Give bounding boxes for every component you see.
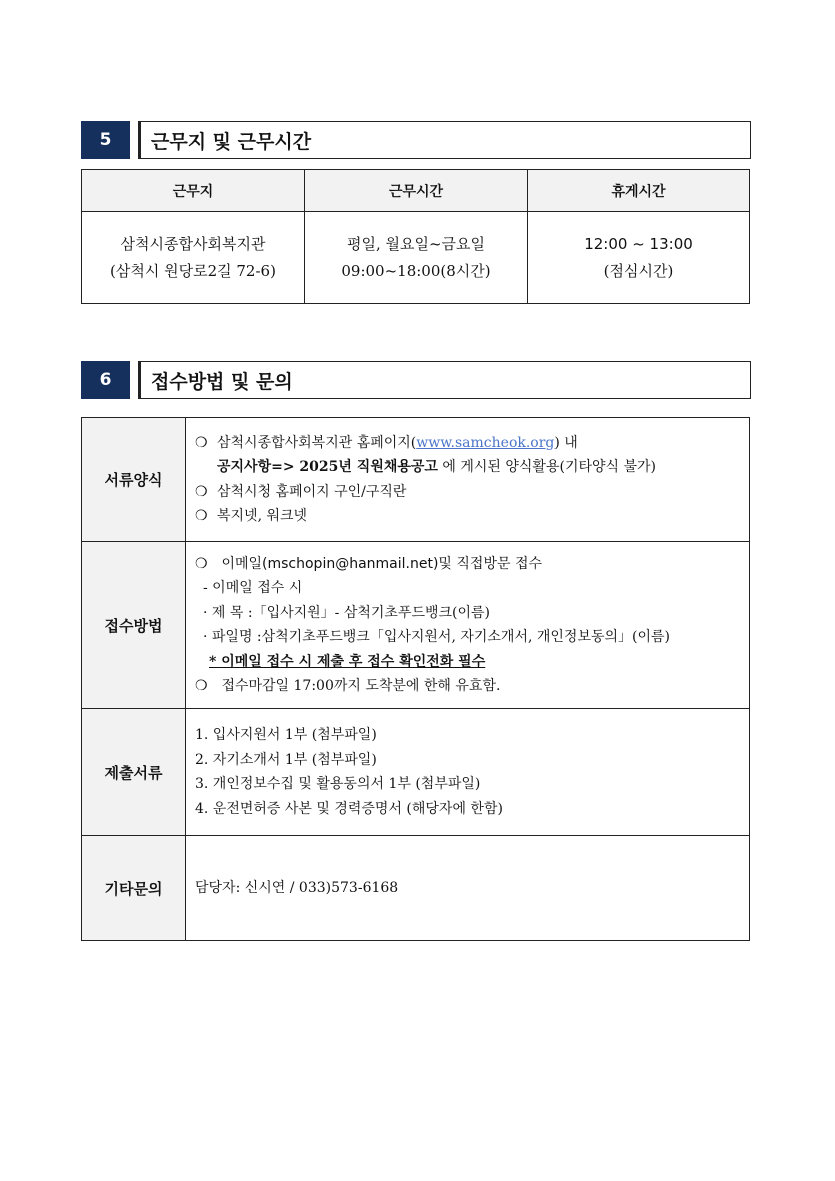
hours-time: 09:00~18:00(8시간) [341,261,491,280]
list-item: 4. 운전면허증 사본 및 경력증명서 (해당자에 한함) [195,800,503,817]
section-title: 접수방법 및 문의 [138,361,751,399]
list-item: 3. 개인정보수집 및 활용동의서 1부 (첨부파일) [195,776,481,792]
forms-row [82,418,750,542]
contact-content [186,836,750,941]
circle-bullet-icon: ❍ [195,555,208,572]
list-item: 2. 자기소개서 1부 (첨부파일) [195,751,377,768]
circle-bullet-icon: ❍ [195,678,208,694]
circle-bullet-icon: ❍ [195,434,208,451]
contact-label: 기타문의 [82,836,186,941]
location-cell [82,212,305,304]
break-time: 12:00 ~ 13:00 [584,234,693,253]
contact-row [82,836,750,941]
header-hours: 근무시간 [305,170,528,212]
header-location: 근무지 [82,170,305,212]
section-number: 5 [81,121,130,159]
method-label: 접수방법 [82,542,186,709]
docs-row [82,709,750,836]
break-note: (점심시간) [603,261,674,280]
forms-content: ❍ 삼척시종합사회복지관 홈페이지(www.samcheok.org) 내 공지사항=> 2025년 직원채용공고 에 게시된 양식활용(기타양식 불가) ❍ 삼척시청 홈페이지 구인/구직란 ❍ 복지넷, 워크넷 [186,418,750,542]
docs-content [186,709,750,836]
work-location-table [81,169,750,304]
email-notice: * 이메일 접수 시 제출 후 접수 확인전화 필수 [209,653,486,670]
circle-bullet-icon: ❍ [195,508,208,524]
header-break: 휴게시간 [528,170,750,212]
section-5-header [81,121,751,159]
homepage-link[interactable]: www.samcheok.org [416,434,555,451]
section-number: 6 [81,361,130,399]
application-table [81,417,750,941]
hours-cell [305,212,528,304]
location-name: 삼척시종합사회복지관 [120,234,266,253]
method-content: ❍ 이메일(mschopin@hanmail.net)및 직접방문 접수 - 이메일 접수 시 · 제 목 :「입사지원」- 삼척기초푸드뱅크(이름) · 파일명 :삼척기초푸드뱅크「입사지원서, 자기소개서, 개인정보동의」(이름) * 이메일 접수 시 제출 후 접수 확인전화 필수 ❍ 접수마감일 17:00까지 도착분에 한해 유효함. [186,542,750,709]
forms-label: 서류양식 [82,418,186,542]
notice-path: 공지사항=> 2025년 직원채용공고 [217,459,438,475]
docs-label: 제출서류 [82,709,186,836]
method-row [82,542,750,709]
location-address: (삼척시 원당로2길 72-6) [110,261,276,280]
break-cell [528,212,750,304]
circle-bullet-icon: ❍ [195,483,208,500]
section-title: 근무지 및 근무시간 [138,121,751,159]
hours-days: 평일, 월요일~금요일 [346,234,486,253]
contact-text: 담당자: 신시연 / 033)573-6168 [195,879,399,896]
email-address: 이메일(mschopin@hanmail.net) [217,555,439,572]
section-6-header [81,361,751,399]
list-item: 1. 입사지원서 1부 (첨부파일) [195,727,377,743]
